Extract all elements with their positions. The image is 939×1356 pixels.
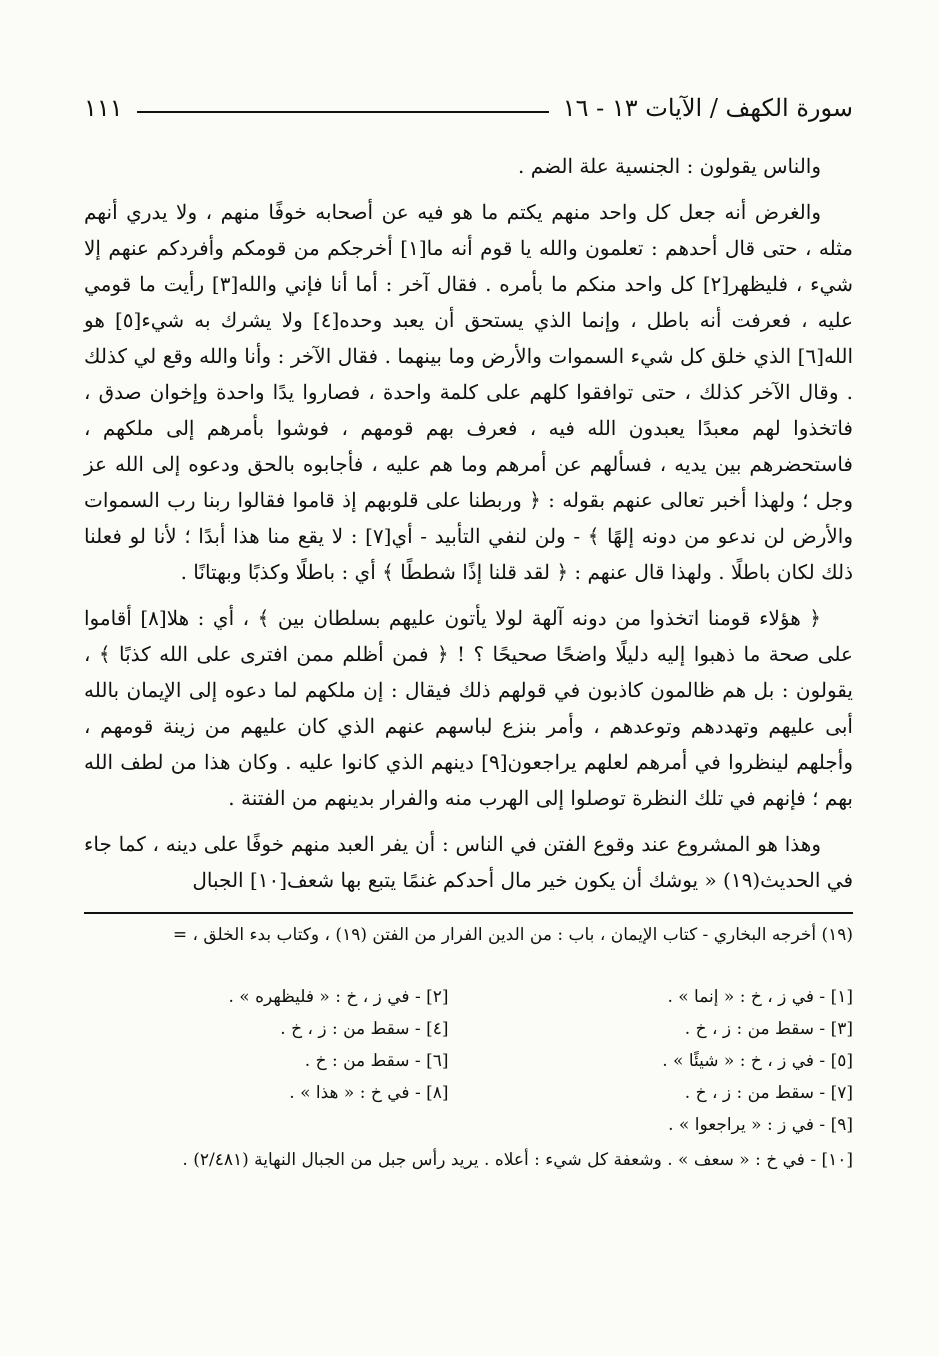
paragraph-1: والناس يقولون : الجنسية علة الضم . bbox=[518, 154, 821, 178]
footnote-rule bbox=[84, 912, 853, 914]
variant-note: [٧] - سقط من : ز ، خ . bbox=[684, 1083, 853, 1103]
variant-note: [٩] - في ز : « يراجعوا » . bbox=[668, 1115, 853, 1135]
paragraph-3: ﴿ هؤلاء قومنا اتخذوا من دونه آلهة لولا يأتون عليهم بسلطان بين ﴾ ، أي : هلا[٨] أقاموا على صحة ما ذهبوا إليه دليلًا واضحًا صحيحًا ؟ ! ﴿ فمن أظلم ممن افترى على الله كذبًا ﴾ ، يقولون : بل هم ظالمون كاذبون في قولهم ذلك فيقال : إن ملكهم لما دعوه إلى الإيمان بالله أبى عليهم وتهددهم وتوعدهم ، وأمر بنزع لباسهم عنهم الذي كان عليهم من زينة قومهم ، وأجلهم لينظروا في أمرهم لعلهم يراجعون[٩] دينهم الذي كانوا عليه . وكان هذا من لطف الله بهم ؛ فإنهم في تلك النظرة توصلوا إلى الهرب منه والفرار بدينهم من الفتنة . bbox=[84, 606, 853, 810]
variant-note: [٨] - في خ : « هذا » . bbox=[289, 1083, 449, 1103]
main-text bbox=[84, 148, 853, 898]
footnote-hadith-source: (١٩) أخرجه البخاري - كتاب الإيمان ، باب : من الدين الفرار من الفتن (١٩) ، وكتاب بدء الخلق ، = bbox=[172, 925, 853, 945]
paragraph-4: وهذا هو المشروع عند وقوع الفتن في الناس : أن يفر العبد منهم خوفًا على دينه ، كما جاء في الحديث(١٩) « يوشك أن يكون خير مال أحدكم غنمًا يتبع بها شعف[١٠] الجبال bbox=[84, 832, 853, 892]
variant-note: [١] - في ز ، خ : « إنما » . bbox=[667, 987, 853, 1007]
variant-note: [٣] - سقط من : ز ، خ . bbox=[684, 1019, 853, 1039]
variant-note: [٥] - في ز ، خ : « شيئًا » . bbox=[662, 1051, 853, 1071]
header-rule bbox=[137, 111, 549, 113]
variant-note: [٦] - سقط من : خ . bbox=[304, 1051, 449, 1071]
running-head bbox=[84, 82, 853, 122]
paragraph-2: والغرض أنه جعل كل واحد منهم يكتم ما هو فيه عن أصحابه خوفًا منهم ، ولا يدري أنهم مثله ، حتى قال أحدهم : تعلمون والله يا قوم أنه ما[١] أخرجكم من قومكم وأفردكم عنهم إلا شيء ، فليظهر[٢] كل واحد منكم ما بأمره . فقال آخر : أما أنا فإني والله[٣] رأيت ما قومي عليه ، فعرفت أنه باطل ، وإنما الذي يستحق أن يعبد وحده[٤] ولا يشرك به شيء[٥] هو الله[٦] الذي خلق كل شيء السموات والأرض وما بينهما . فقال الآخر : وأنا والله وقع لي كذلك . وقال الآخر كذلك ، حتى توافقوا كلهم على كلمة واحدة ، فصاروا يدًا واحدة وإخوان صدق ، فاتخذوا لهم معبدًا يعبدون الله فيه ، فعرف بهم قومهم ، فوشوا بأمرهم إلى ملكهم ، فاستحضرهم بين يديه ، فسألهم عن أمرهم وما هم عليه ، فأجابوه بالحق ودعوه إلى الله عز وجل ؛ ولهذا أخبر تعالى عنهم بقوله : ﴿ وربطنا على قلوبهم إذ قاموا فقالوا ربنا رب السموات والأرض لن ندعو من دونه إلهًا ﴾ - ولن لنفي التأبيد - أي[٧] : لا يقع منا هذا أبدًا ؛ لأنا لو فعلنا ذلك لكان باطلًا . ولهذا قال عنهم : ﴿ لقد قلنا إذًا شططًا ﴾ أي : باطلًا وكذبًا وبهتانًا . bbox=[84, 200, 854, 584]
footnotes bbox=[84, 920, 853, 1174]
surah-verse-title: سورة الكهف / الآيات ١٣ - ١٦ bbox=[562, 94, 853, 122]
variant-note: [٢] - في ز ، خ : « فليظهره » . bbox=[228, 987, 449, 1007]
page-number: ١١١ bbox=[84, 94, 123, 122]
variant-note-last: [١٠] - في خ : « سعف » . وشعفة كل شيء : أعلاه . يريد رأس جبل من الجبال النهاية (٢/٤٨١) . bbox=[182, 1150, 853, 1170]
variant-notes bbox=[84, 984, 853, 1138]
variant-note: [٤] - سقط من : ز ، خ . bbox=[280, 1019, 449, 1039]
